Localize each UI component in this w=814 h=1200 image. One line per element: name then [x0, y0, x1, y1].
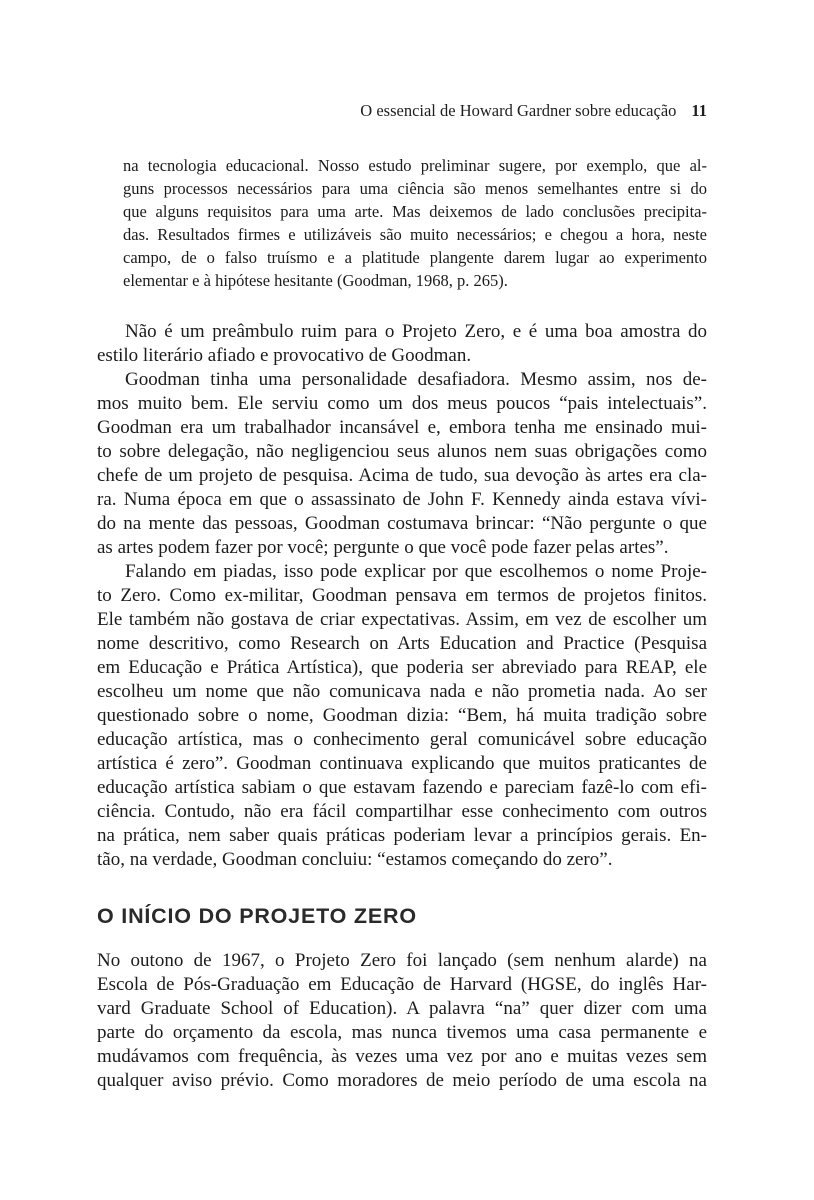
- text-line: em Educação e Prática Artística), que poderia ser abreviado para REAP, ele: [97, 657, 707, 678]
- text-line: elementar e à hipótese hesitante (Goodman, 1968, p. 265).: [123, 271, 508, 290]
- text-line: na tecnologia educacional. Nosso estudo preliminar sugere, por exemplo, que al-: [123, 156, 707, 175]
- text-line: educação artística, mas o conhecimento geral comunicável sobre educação: [97, 729, 707, 750]
- running-head: [97, 101, 707, 121]
- text-line: No outono de 1967, o Projeto Zero foi lançado (sem nenhum alarde) na: [97, 950, 707, 971]
- text-line: Não é um preâmbulo ruim para o Projeto Zero, e é uma boa amostra do: [125, 321, 707, 342]
- text-line: tão, na verdade, Goodman concluiu: “estamos começando do zero”.: [97, 849, 613, 870]
- block-quote: [123, 154, 707, 292]
- text-line: guns processos necessários para uma ciência são menos semelhantes entre si do: [123, 179, 707, 198]
- text-line: qualquer aviso prévio. Como moradores de meio período de uma escola na: [97, 1070, 707, 1091]
- text-line: que alguns requisitos para uma arte. Mas deixemos de lado conclusões precipita-: [123, 202, 707, 221]
- text-line: das. Resultados firmes e utilizáveis são muito necessários; e chegou a hora, neste: [123, 225, 707, 244]
- text-line: mudávamos com frequência, às vezes uma vez por ano e muitas vezes sem: [97, 1046, 707, 1067]
- text-line: Falando em piadas, isso pode explicar por que escolhemos o nome Proje-: [125, 561, 707, 582]
- text-line: estilo literário afiado e provocativo de Goodman.: [97, 345, 472, 366]
- text-line: na prática, nem saber quais práticas poderiam levar a princípios gerais. En-: [97, 825, 707, 846]
- text-line: do na mente das pessoas, Goodman costumava brincar: “Não pergunte o que: [97, 513, 707, 534]
- text-line: mos muito bem. Ele serviu como um dos meus poucos “pais intelectuais”.: [97, 393, 707, 414]
- body-text: [97, 320, 707, 872]
- text-line: Goodman tinha uma personalidade desafiadora. Mesmo assim, nos de-: [125, 369, 707, 390]
- text-line: to sobre delegação, não negligenciou seus alunos nem suas obrigações como: [97, 441, 707, 462]
- text-line: as artes podem fazer por você; pergunte o que você pode fazer pelas artes”.: [97, 537, 669, 558]
- text-column: [97, 101, 707, 1093]
- text-line: Escola de Pós-Graduação em Educação de Harvard (HGSE, do inglês Har-: [97, 974, 707, 995]
- section-heading: O INÍCIO DO PROJETO ZERO: [97, 904, 417, 928]
- text-line: vard Graduate School of Education). A palavra “na” quer dizer com uma: [97, 998, 707, 1019]
- text-line: chefe de um projeto de pesquisa. Acima de tudo, sua devoção às artes era cla-: [97, 465, 707, 486]
- text-line: nome descritivo, como Research on Arts Education and Practice (Pesquisa: [97, 633, 707, 654]
- text-line: escolheu um nome que não comunicava nada e não prometia nada. Ao ser: [97, 681, 707, 702]
- paragraph: [97, 949, 707, 1093]
- paragraph: [97, 320, 707, 368]
- page-number: 11: [691, 101, 707, 120]
- text-line: educação artística sabiam o que estavam fazendo e pareciam fazê-lo com efi-: [97, 777, 707, 798]
- text-line: parte do orçamento da escola, mas nunca tivemos uma casa permanente e: [97, 1022, 707, 1043]
- text-line: questionado sobre o nome, Goodman dizia: “Bem, há muita tradição sobre: [97, 705, 707, 726]
- text-line: ra. Numa época em que o assassinato de John F. Kennedy ainda estava vívi-: [97, 489, 707, 510]
- text-line: ciência. Contudo, não era fácil compartilhar esse conhecimento com outros: [97, 801, 707, 822]
- section-body-text: [97, 949, 707, 1093]
- text-line: artística é zero”. Goodman continuava explicando que muitos praticantes de: [97, 753, 707, 774]
- text-line: Goodman era um trabalhador incansável e, embora tenha me ensinado mui-: [97, 417, 707, 438]
- text-line: Ele também não gostava de criar expectativas. Assim, em vez de escolher um: [97, 609, 707, 630]
- running-title: O essencial de Howard Gardner sobre educação: [360, 101, 677, 120]
- text-line: to Zero. Como ex-militar, Goodman pensava em termos de projetos finitos.: [97, 585, 707, 606]
- paragraph: [97, 560, 707, 872]
- text-line: campo, de o falso truísmo e a platitude plangente darem lugar ao experimento: [123, 248, 707, 267]
- paragraph: [97, 368, 707, 560]
